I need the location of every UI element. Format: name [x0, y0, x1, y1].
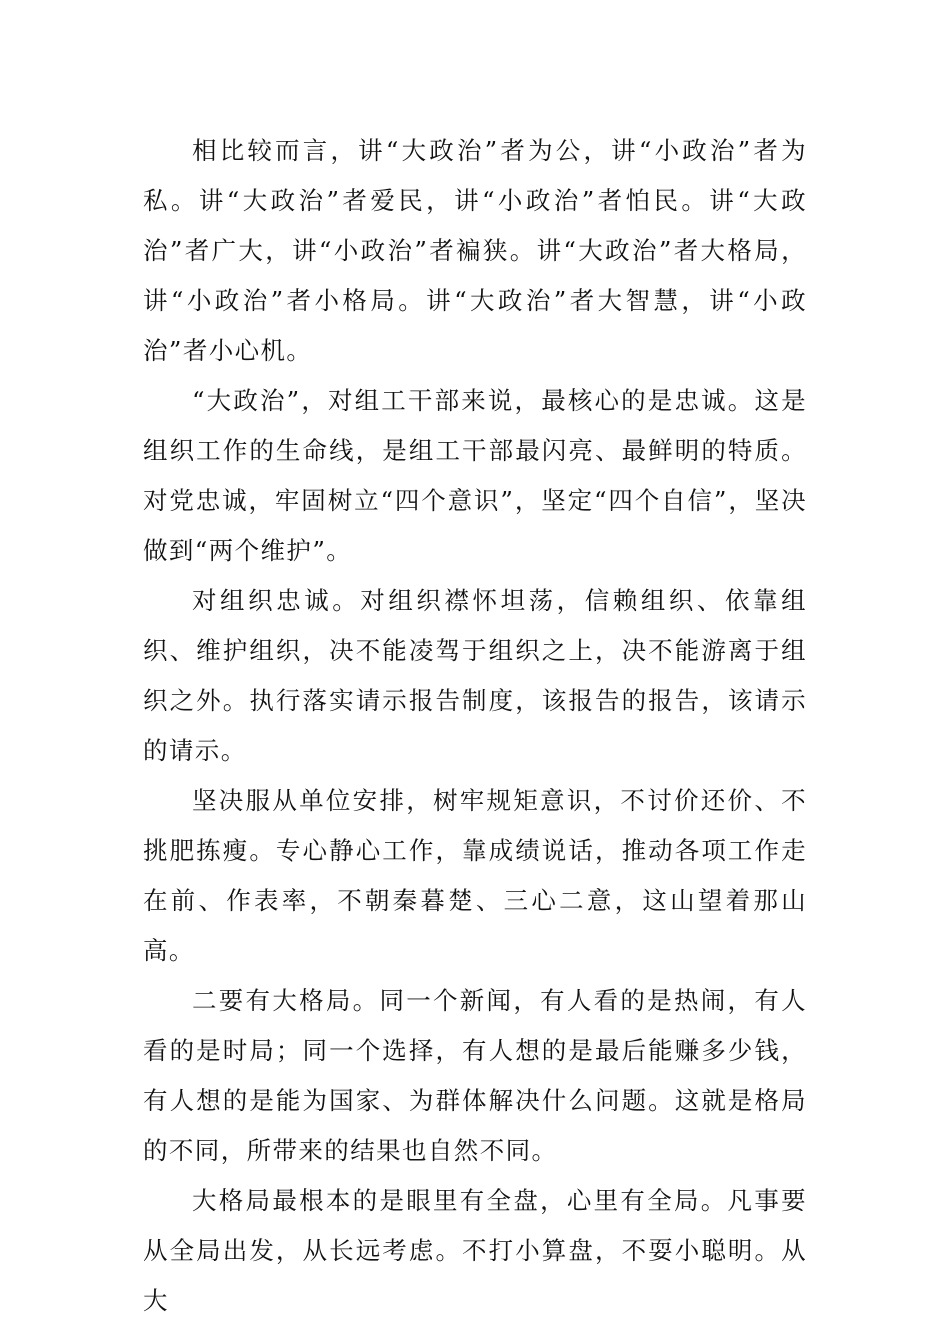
- paragraph: 坚决服从单位安排，树牢规矩意识，不讨价还价、不挑肥拣瘦。专心静心工作，靠成绩说话，推动各项工作走在前、作表率，不朝秦暮楚、三心二意，这山望着那山高。: [143, 786, 807, 965]
- paragraph: 大格局最根本的是眼里有全盘，心里有全局。凡事要从全局出发，从长远考虑。不打小算盘，不耍小聪明。从大: [143, 1186, 807, 1315]
- paragraph: 相比较而言，讲“大政治”者为公，讲“小政治”者为私。讲“大政治”者爱民，讲“小政治”者怕民。讲“大政治”者广大，讲“小政治”者褊狭。讲“大政治”者大格局，讲“小政治”者小格局。讲“大政治”者大智慧，讲“小政治”者小心机。: [143, 136, 807, 365]
- paragraph: 对组织忠诚。对组织襟怀坦荡，信赖组织、依靠组织、维护组织，决不能凌驾于组织之上，决不能游离于组织之外。执行落实请示报告制度，该报告的报告，该请示的请示。: [143, 586, 807, 765]
- paragraph: “大政治”，对组工干部来说，最核心的是忠诚。这是组织工作的生命线，是组工干部最闪亮、最鲜明的特质。对党忠诚，牢固树立“四个意识”，坚定“四个自信”，坚决做到“两个维护”。: [143, 386, 807, 565]
- document-body: [143, 126, 807, 1326]
- paragraph: 二要有大格局。同一个新闻，有人看的是热闹，有人看的是时局；同一个选择，有人想的是最后能赚多少钱，有人想的是能为国家、为群体解决什么问题。这就是格局的不同，所带来的结果也自然不同。: [143, 986, 807, 1165]
